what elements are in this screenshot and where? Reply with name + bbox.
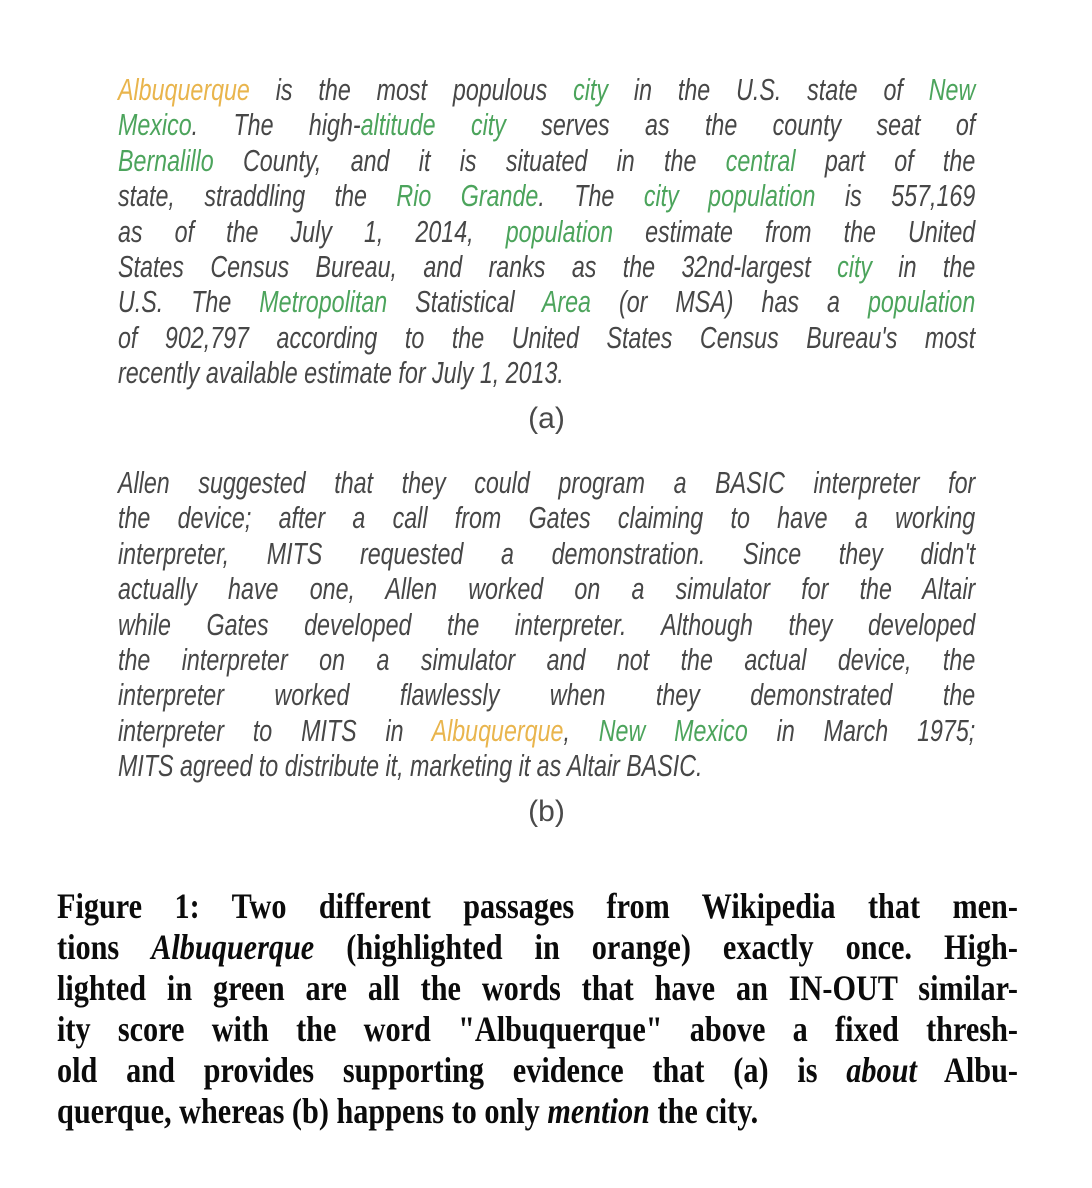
text-segment-dark: is the most populous (249, 72, 574, 107)
text-segment-green: New Mexico (598, 712, 748, 748)
text-segment-dark: the interpreter on a simulator and not the actual device, the (118, 642, 976, 678)
text-line (57, 1009, 1018, 1050)
text-segment-green: population (867, 284, 976, 320)
text-segment-dark: (or MSA) has a (590, 284, 868, 320)
text-segment-bold: Albu- (916, 1050, 1018, 1090)
text-segment-dark: U.S. The (118, 284, 260, 320)
passage-a-text (118, 72, 975, 391)
text-segment-dark: Allen suggested that they could program a BASIC interpreter for (118, 465, 976, 500)
text-segment-bold: ity score with the word "Albuquerque" above a fixed thresh- (57, 1009, 1018, 1049)
text-segment-bold: tions (57, 927, 152, 967)
text-segment-bold-italic: Albuquerque (151, 927, 315, 967)
text-segment-dark: part of the (795, 142, 976, 178)
text-segment-dark: while Gates developed the interpreter. Although they developed (118, 606, 976, 642)
text-segment-orange: Albuquerque (118, 72, 250, 107)
text-line (118, 178, 975, 213)
text-segment-green: city population (643, 178, 816, 214)
text-segment-dark: as of the July 1, 2014, (118, 213, 506, 249)
figure-caption-text (57, 886, 1018, 1132)
text-segment-dark: actually have one, Allen worked on a simulator for the Altair (118, 571, 976, 607)
text-segment-bold: querque, whereas (b) happens to only (57, 1091, 548, 1131)
text-line (118, 607, 975, 642)
text-segment-bold: lighted in green are all the words that have an IN-OUT similar- (57, 968, 1018, 1008)
text-line (118, 536, 975, 571)
text-line (118, 320, 975, 355)
text-line (118, 713, 975, 748)
text-segment-dark: States Census Bureau, and ranks as the 32nd-largest (118, 249, 838, 285)
passage-a (118, 72, 975, 391)
text-segment-dark: in the (872, 249, 976, 285)
text-segment-green: Rio Grande (396, 178, 539, 214)
text-segment-dark: in March 1975; (747, 712, 976, 748)
text-segment-dark: serves as the county seat of (505, 107, 976, 143)
text-line (57, 1091, 1018, 1132)
text-line (57, 886, 1018, 927)
text-segment-orange: Albuquerque (431, 712, 564, 748)
text-segment-dark: interpreter to MITS in (118, 712, 432, 748)
text-segment-green: Mexico (118, 107, 192, 143)
text-segment-green: city (837, 249, 873, 285)
text-segment-green: population (505, 213, 613, 249)
text-line (118, 677, 975, 712)
text-segment-dark: County, and it is situated in the (213, 142, 726, 178)
text-segment-dark: interpreter worked flawlessly when they demonstrated the (118, 677, 976, 713)
passage-b-label: (b) (528, 795, 565, 828)
text-line (118, 143, 975, 178)
text-segment-dark: . The (538, 178, 644, 214)
text-segment-dark: the device; after a call from Gates claiming to have a working (118, 500, 976, 536)
text-segment-dark: of 902,797 according to the United States Census Bureau's most (118, 319, 976, 355)
text-segment-dark: in the U.S. state of (608, 72, 929, 107)
text-segment-dark: MITS agreed to distribute it, marketing it as Altair BASIC. (118, 748, 703, 784)
text-segment-dark: , (563, 712, 599, 748)
text-line (118, 72, 975, 107)
passage-a-label: (a) (528, 402, 565, 435)
text-segment-green: city (573, 72, 609, 107)
text-segment-green: Metropolitan (259, 284, 388, 320)
text-segment-bold: Figure 1: Two different passages from Wikipedia that men- (57, 886, 1018, 926)
text-segment-dark: interpreter, MITS requested a demonstration. Since they didn't (118, 535, 976, 571)
figure-caption (57, 886, 1018, 1132)
text-segment-bold-italic: about (846, 1050, 917, 1090)
text-line (118, 284, 975, 319)
text-line (57, 1050, 1018, 1091)
text-segment-bold: the city. (649, 1091, 759, 1131)
text-line (118, 465, 975, 500)
text-segment-bold: (highlighted in orange) exactly once. High- (314, 927, 1018, 967)
text-segment-green: Bernalillo (118, 142, 214, 178)
text-segment-dark: state, straddling the (118, 178, 397, 214)
text-line (118, 249, 975, 284)
text-segment-green: Area (541, 284, 591, 320)
text-segment-dark: is 557,169 (815, 178, 976, 214)
text-segment-green: altitude city (360, 107, 506, 143)
passage-b (118, 465, 975, 784)
text-line (118, 500, 975, 535)
text-segment-bold: old and provides supporting evidence that (a) is (57, 1050, 847, 1090)
text-line (118, 642, 975, 677)
text-segment-dark: Statistical (387, 284, 542, 320)
text-segment-dark: . The high- (191, 107, 361, 143)
text-segment-green: New (928, 72, 976, 107)
text-line (57, 927, 1018, 968)
text-line (118, 571, 975, 606)
text-segment-green: central (725, 142, 796, 178)
text-line (118, 748, 975, 783)
text-segment-bold-italic: mention (547, 1091, 650, 1131)
text-segment-dark: estimate from the United (613, 213, 976, 249)
text-line (118, 214, 975, 249)
text-segment-dark: recently available estimate for July 1, 2013. (118, 355, 564, 391)
passage-b-text (118, 465, 975, 784)
text-line (118, 107, 975, 142)
text-line (118, 355, 975, 390)
text-line (57, 968, 1018, 1009)
